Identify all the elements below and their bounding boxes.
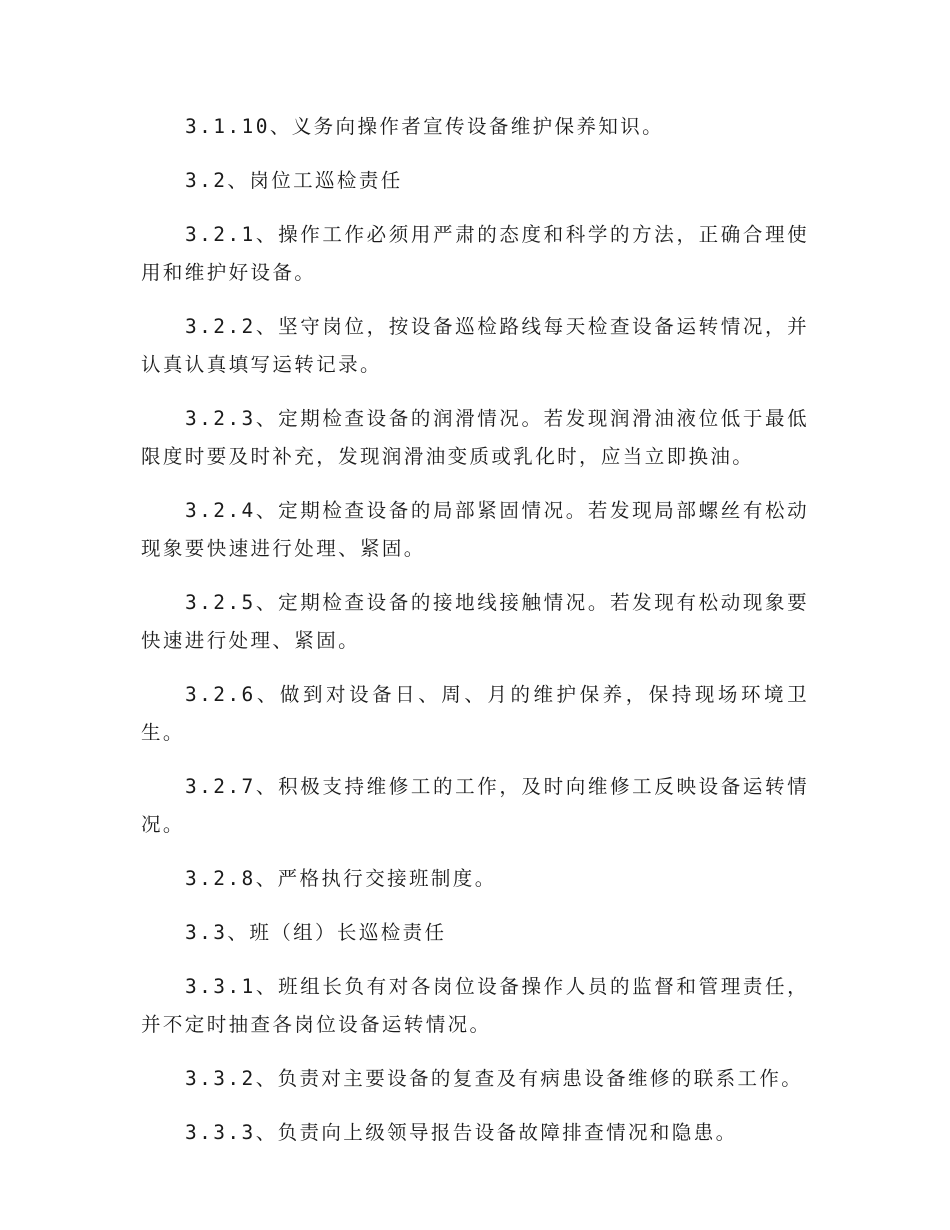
section-heading-3-3: 3.3、班（组）长巡检责任 [185, 921, 447, 944]
paragraph-3-2-4: 3.2.4、定期检查设备的局部紧固情况。若发现局部螺丝有松动现象要快速进行处理、紧固。 [141, 499, 809, 560]
paragraph-3-2-8: 3.2.8、严格执行交接班制度。 [185, 867, 497, 890]
paragraph-3-1-10: 3.1.10、义务向操作者宣传设备维护保养知识。 [185, 115, 665, 138]
paragraph-3-2-1: 3.2.1、操作工作必须用严肃的态度和科学的方法，正确合理使用和维护好设备。 [141, 223, 809, 284]
paragraph-3-2-2: 3.2.2、坚守岗位，按设备巡检路线每天检查设备运转情况，并认真认真填写运转记录。 [141, 315, 809, 376]
paragraph-3-2-6: 3.2.6、做到对设备日、周、月的维护保养，保持现场环境卫生。 [141, 683, 809, 744]
paragraph-3-2-3: 3.2.3、定期检查设备的润滑情况。若发现润滑油液位低于最低限度时要及时补充，发现润滑油变质或乳化时，应当立即换油。 [141, 407, 809, 468]
paragraph-3-3-1: 3.3.1、班组长负有对各岗位设备操作人员的监督和管理责任，并不定时抽查各岗位设备运转情况。 [141, 975, 809, 1036]
paragraph-3-2-7: 3.2.7、积极支持维修工的工作，及时向维修工反映设备运转情况。 [141, 775, 809, 836]
paragraph-3-3-3: 3.3.3、负责向上级领导报告设备故障排查情况和隐患。 [185, 1121, 738, 1144]
document-body [141, 108, 809, 1168]
paragraph-3-2-5: 3.2.5、定期检查设备的接地线接触情况。若发现有松动现象要快速进行处理、紧固。 [141, 591, 809, 652]
paragraph-3-3-2: 3.3.2、负责对主要设备的复查及有病患设备维修的联系工作。 [185, 1067, 804, 1090]
section-heading-3-2: 3.2、岗位工巡检责任 [185, 169, 403, 192]
